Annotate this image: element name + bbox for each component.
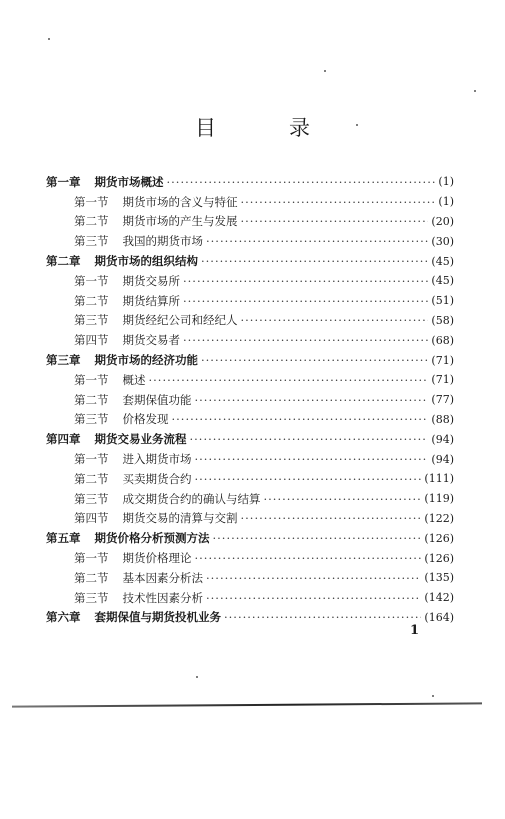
toc-label: 第二节 (74, 293, 109, 308)
toc-title: 进入期货市场 (122, 452, 192, 467)
toc-title: 套期保值与期货投机业务 (94, 610, 221, 625)
toc-page: (1) (438, 195, 454, 209)
toc-page: (71) (431, 353, 454, 367)
toc-title: 期货结算所 (122, 293, 180, 308)
toc-title: 价格发现 (122, 412, 169, 427)
toc-label: 第四节 (74, 333, 109, 348)
dot-leader (213, 531, 422, 545)
toc-title: 期货市场概述 (94, 174, 164, 189)
scan-artifact-line (12, 702, 482, 707)
toc-title: 我国的期货市场 (122, 234, 203, 249)
toc-title: 期货交易所 (122, 273, 180, 288)
toc-section (46, 568, 454, 588)
toc-label: 第一章 (46, 174, 81, 189)
toc-label: 第三节 (74, 491, 109, 506)
dot-leader (183, 333, 428, 347)
toc-page: (45) (431, 274, 454, 288)
toc-label: 第一节 (74, 372, 109, 387)
toc-section (46, 548, 454, 568)
toc-section (46, 192, 454, 212)
toc-title: 期货价格分析预测方法 (94, 531, 210, 546)
toc-label: 第一节 (74, 194, 109, 209)
scan-speck (432, 695, 434, 697)
toc-page: (20) (431, 214, 454, 228)
toc-title: 基本因素分析法 (122, 570, 203, 585)
toc-chapter (46, 608, 454, 628)
toc-page: (142) (424, 591, 454, 605)
dot-leader (195, 393, 429, 407)
toc-page: (135) (424, 571, 454, 585)
dot-leader (264, 492, 422, 506)
toc-section (46, 330, 454, 350)
toc-page: (88) (431, 412, 454, 426)
toc-label: 第四节 (74, 511, 109, 526)
page-title: 目 录 (195, 116, 336, 140)
toc-label: 第一节 (74, 551, 109, 566)
dot-leader (201, 353, 428, 367)
toc-page: (58) (431, 313, 454, 327)
toc-chapter (46, 350, 454, 370)
toc-page: (68) (431, 333, 454, 347)
dot-leader (183, 294, 428, 308)
toc-page: (51) (431, 294, 454, 308)
scan-speck (356, 124, 358, 126)
toc-title: 买卖期货合约 (122, 471, 192, 486)
toc-page: (111) (424, 472, 454, 486)
toc-label: 第三节 (74, 590, 109, 605)
toc-label: 第六章 (46, 610, 81, 625)
toc-title: 技术性因素分析 (122, 590, 203, 605)
toc-title: 期货市场的经济功能 (94, 353, 198, 368)
toc-label: 第五章 (46, 531, 81, 546)
dot-leader (195, 452, 429, 466)
dot-leader (241, 313, 429, 327)
dot-leader (206, 591, 421, 605)
toc-section (46, 271, 454, 291)
toc-section (46, 231, 454, 251)
dot-leader (149, 373, 429, 387)
dot-leader (172, 412, 429, 426)
toc-page: (30) (431, 234, 454, 248)
toc-label: 第二章 (46, 254, 81, 269)
toc-title: 套期保值功能 (122, 392, 192, 407)
toc-page: (94) (431, 452, 454, 466)
dot-leader (206, 571, 421, 585)
toc-label: 第三节 (74, 313, 109, 328)
toc-page: (126) (424, 531, 454, 545)
toc-page: (164) (424, 610, 454, 624)
toc-section (46, 212, 454, 232)
dot-leader (190, 432, 429, 446)
toc-title: 期货经纪公司和经纪人 (122, 313, 238, 328)
toc-page: (94) (431, 432, 454, 446)
toc-page: (122) (424, 511, 454, 525)
scan-speck (196, 676, 198, 678)
toc-label: 第二节 (74, 570, 109, 585)
scan-speck (324, 70, 326, 72)
toc-chapter (46, 528, 454, 548)
dot-leader (241, 511, 422, 525)
toc-section (46, 410, 454, 430)
toc-title: 期货市场的含义与特征 (122, 194, 238, 209)
dot-leader (195, 551, 422, 565)
page-number: 1 (410, 623, 420, 638)
toc-label: 第二节 (74, 214, 109, 229)
toc-label: 第二节 (74, 392, 109, 407)
scan-speck (48, 38, 50, 40)
toc-label: 第一节 (74, 452, 109, 467)
dot-leader (224, 610, 421, 624)
dot-leader (206, 234, 428, 248)
table-of-contents (46, 172, 454, 627)
toc-section (46, 449, 454, 469)
toc-section (46, 469, 454, 489)
toc-chapter (46, 429, 454, 449)
toc-section (46, 489, 454, 509)
toc-label: 第一节 (74, 273, 109, 288)
toc-section (46, 509, 454, 529)
toc-chapter (46, 251, 454, 271)
toc-section (46, 370, 454, 390)
dot-leader (167, 175, 436, 189)
toc-page: (119) (424, 492, 454, 506)
toc-label: 第四章 (46, 432, 81, 447)
toc-title: 期货市场的产生与发展 (122, 214, 238, 229)
dot-leader (183, 274, 428, 288)
toc-page: (126) (424, 551, 454, 565)
toc-label: 第三节 (74, 412, 109, 427)
toc-title: 成交期货合约的确认与结算 (122, 491, 261, 506)
toc-page: (77) (431, 393, 454, 407)
toc-section (46, 390, 454, 410)
toc-page: (71) (431, 373, 454, 387)
toc-title: 期货价格理论 (122, 551, 192, 566)
toc-section (46, 588, 454, 608)
toc-title: 期货交易者 (122, 333, 180, 348)
toc-title: 期货交易业务流程 (94, 432, 187, 447)
dot-leader (241, 214, 429, 228)
dot-leader (195, 472, 422, 486)
toc-title: 期货交易的清算与交割 (122, 511, 238, 526)
toc-chapter (46, 172, 454, 192)
toc-title: 概述 (122, 372, 146, 387)
toc-page: (1) (438, 175, 454, 189)
dot-leader (241, 195, 436, 209)
scan-speck (474, 90, 476, 92)
toc-section (46, 291, 454, 311)
toc-label: 第三节 (74, 234, 109, 249)
toc-title: 期货市场的组织结构 (94, 254, 198, 269)
toc-label: 第三章 (46, 353, 81, 368)
toc-label: 第二节 (74, 471, 109, 486)
dot-leader (201, 254, 428, 268)
toc-page: (45) (431, 254, 454, 268)
toc-section (46, 311, 454, 331)
